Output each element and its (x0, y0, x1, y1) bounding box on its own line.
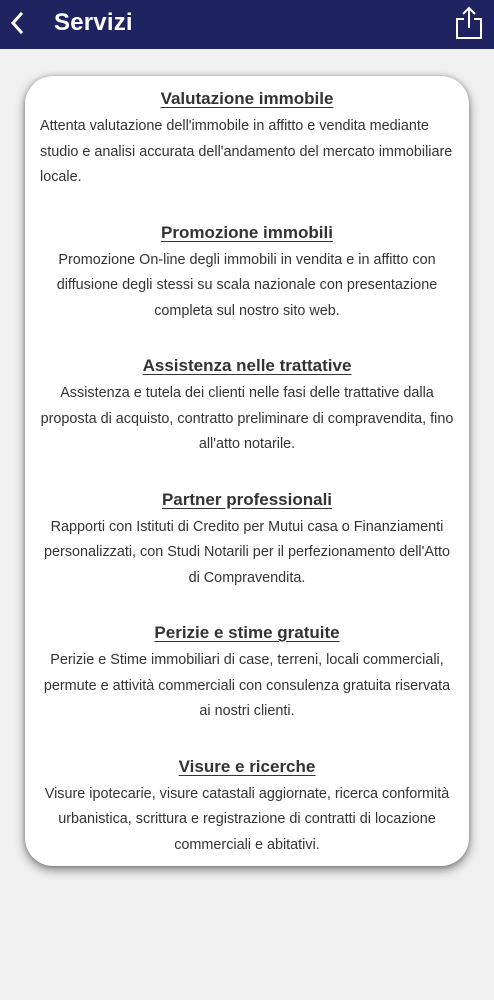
section-partner-professionali (37, 489, 457, 592)
section-text: Promozione On-line degli immobili in vendita e in affitto con diffusione degli stessi su scala nazionale con presentazione completa sul nostro sito web. (56, 251, 438, 319)
app-header (0, 0, 494, 49)
section-promozione-immobili (37, 222, 457, 325)
section-text: Rapporti con Istituti di Credito per Mutui casa o Finanziamenti personalizzati, con Studi Notarili per il perfezionamento dell'Atto di Compravendita. (44, 518, 450, 586)
section-text: Attenta valutazione dell'immobile in affitto e vendita mediante studio e analisi accurata dell'andamento del mercato immobiliare locale. (40, 118, 453, 185)
section-text: Assistenza e tutela dei clienti nelle fasi delle trattative dalla proposta di acquisto, contratto preliminare di compravendita, fino all'atto notarile. (40, 385, 454, 452)
section-text: Perizie e Stime immobiliari di case, terreni, locali commerciali, permute e attività commerciali con consulenza gratuita riservata ai nostri clienti. (43, 652, 451, 719)
section-title: Promozione immobili (161, 222, 333, 242)
section-perizie-stime (37, 622, 457, 725)
share-button[interactable] (454, 5, 484, 41)
section-title: Visure e ricerche (178, 756, 316, 776)
share-icon (455, 6, 483, 40)
chevron-left-icon (9, 11, 25, 35)
section-visure-ricerche (37, 756, 457, 859)
page-title: Servizi (54, 9, 133, 36)
section-title: Assistenza nelle trattative (142, 356, 352, 375)
section-valutazione-immobile (37, 88, 457, 191)
section-title: Partner professionali (161, 489, 333, 509)
back-button[interactable] (2, 4, 32, 42)
section-assistenza-trattative (37, 355, 457, 458)
section-text: Visure ipotecarie, visure catastali aggiornate, ricerca conformità urbanistica, scrittura e registrazione di contratti di locazione commerciali e abitativi. (44, 785, 450, 853)
section-title: Valutazione immobile (160, 89, 334, 108)
section-title: Perizie e stime gratuite (154, 623, 340, 642)
services-card (25, 76, 469, 866)
